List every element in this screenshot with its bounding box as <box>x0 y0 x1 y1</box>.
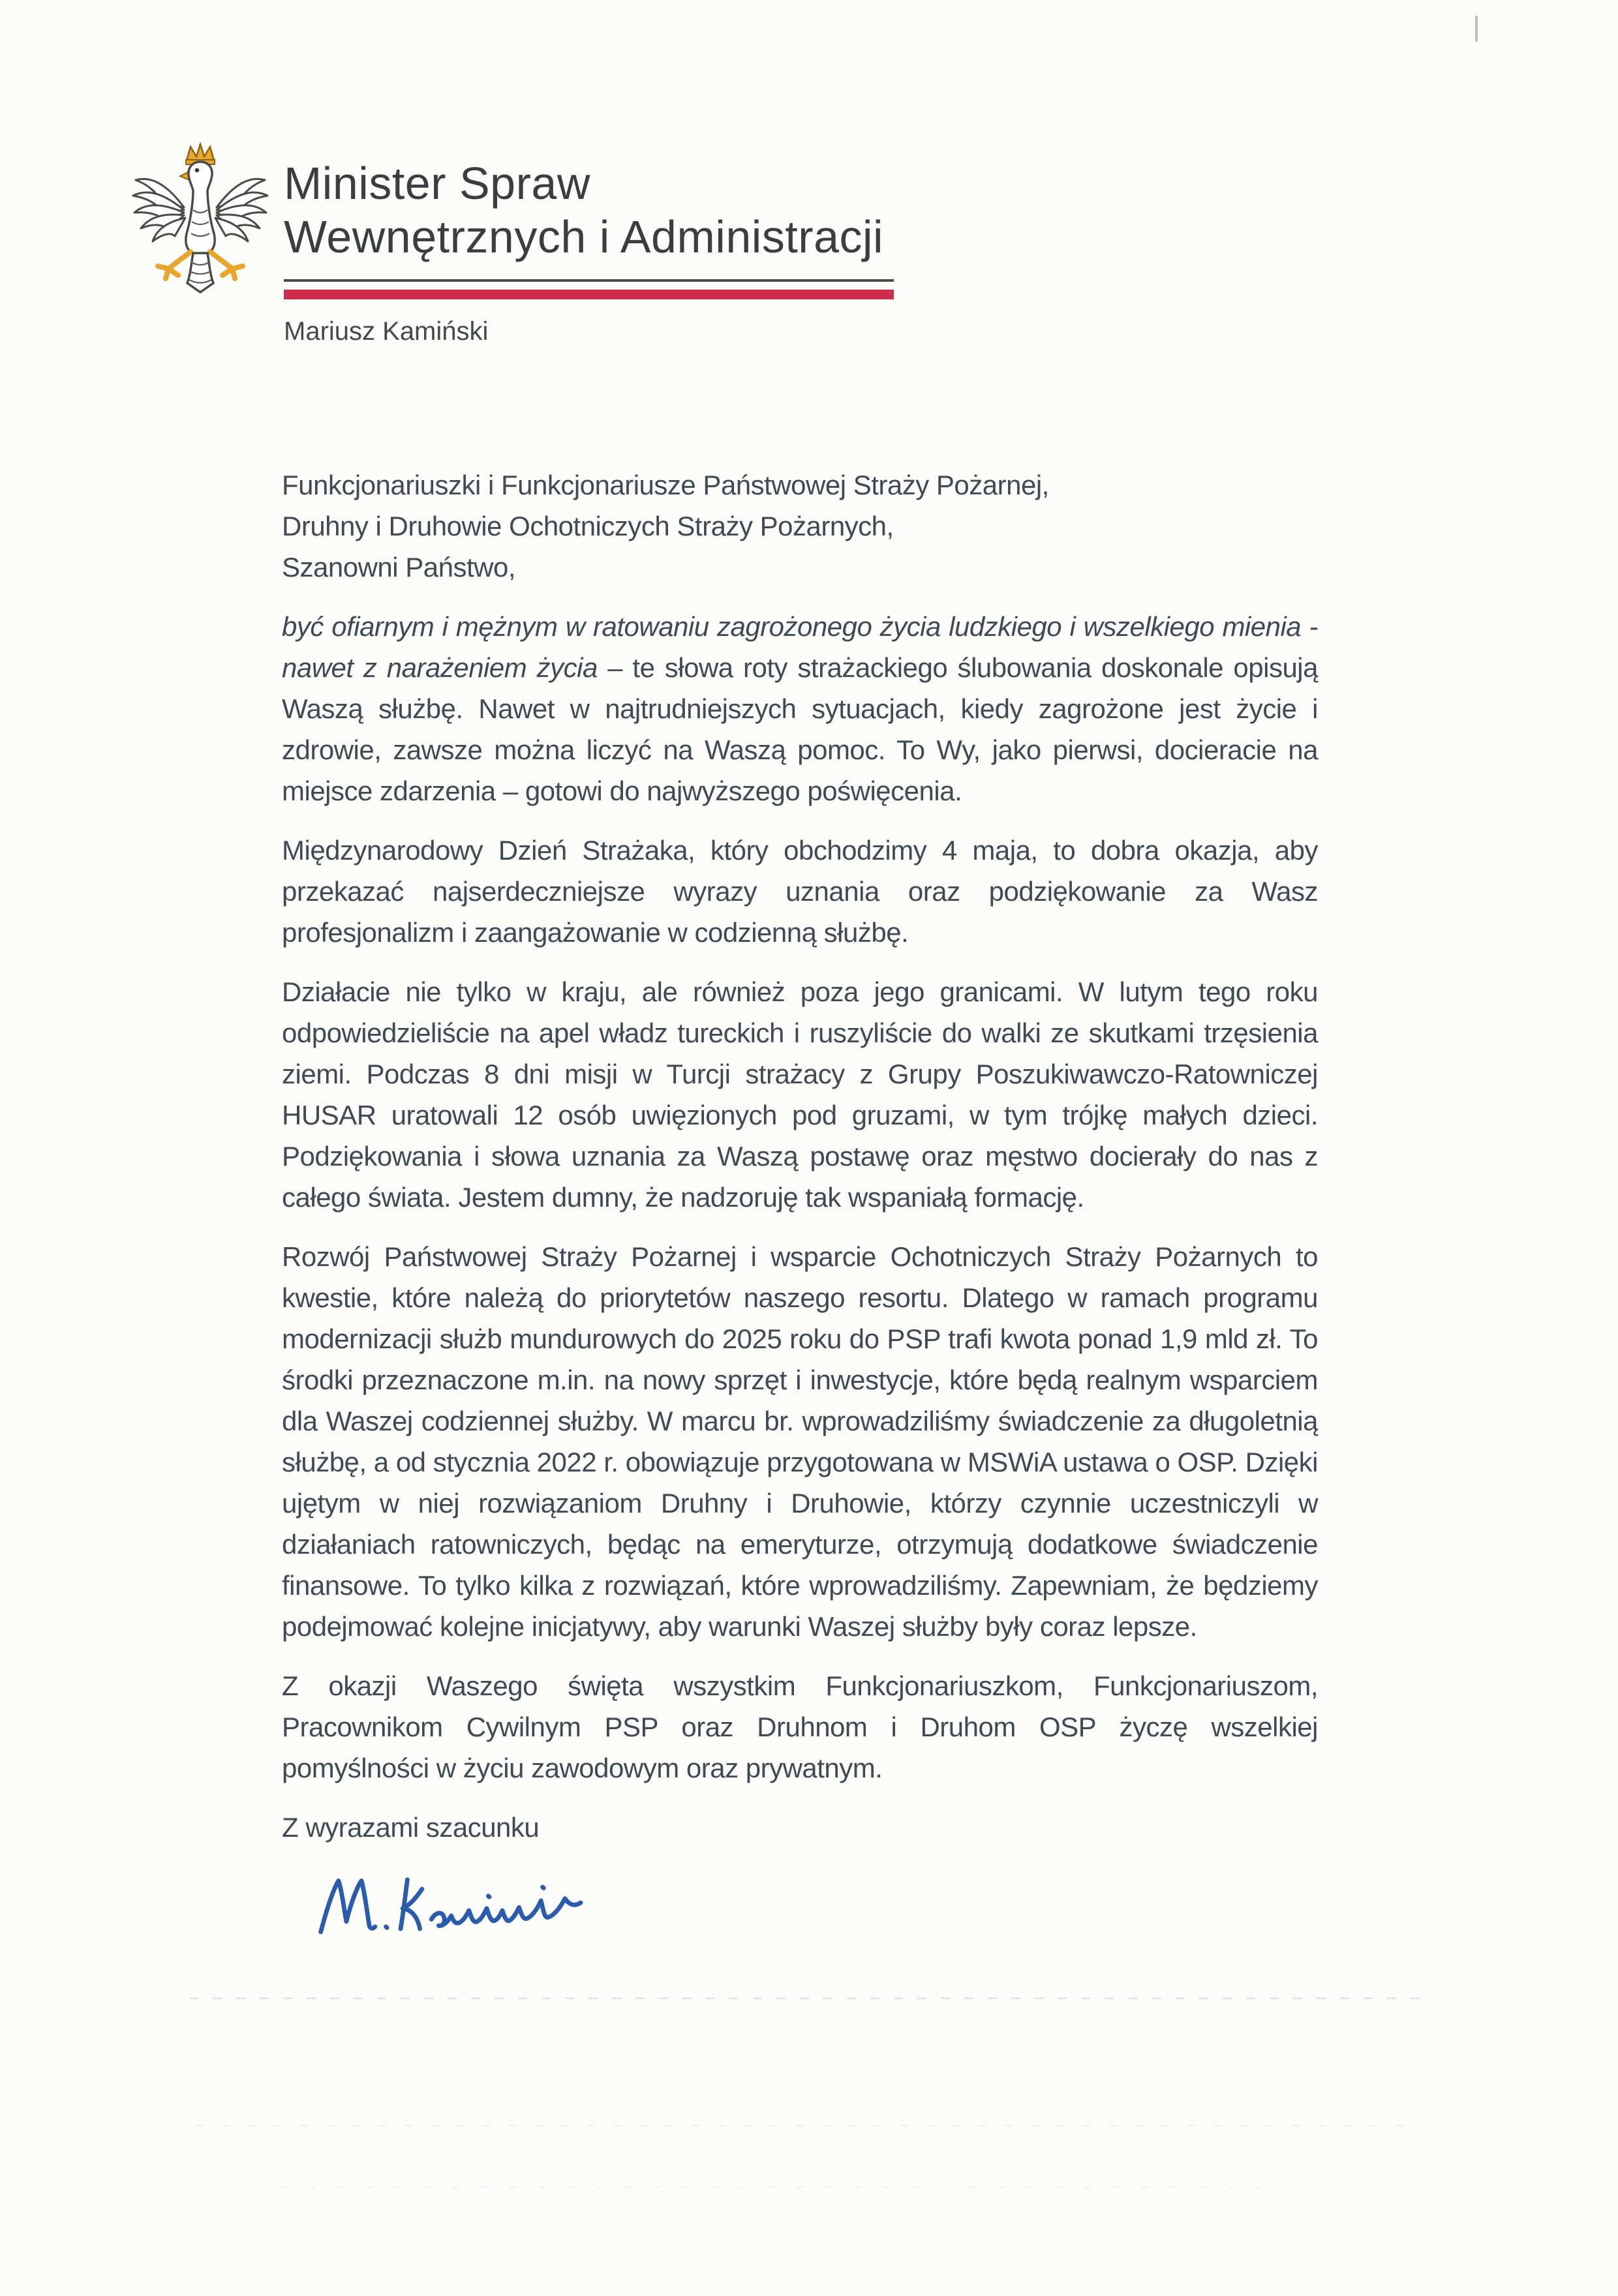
ministry-title-line1: Minister Spraw <box>284 158 590 209</box>
valediction: Z wyrazami szacunku <box>282 1812 540 1843</box>
salutation-line-1: Funkcjonariuszki i Funkcjonariusze Państwowej Straży Pożarnej, <box>282 470 1049 500</box>
eagle-right-wing <box>215 179 267 241</box>
eagle-left-wing <box>133 179 185 241</box>
scan-artifact-streak <box>189 1997 1429 1999</box>
salutation <box>282 464 1318 588</box>
letterhead-text <box>284 157 936 347</box>
paragraph-wishes: Z okazji Waszego święta wszystkim Funkcjonariuszkom, Funkcjonariuszom, Pracownikom Cywilnym PSP oraz Druhnom i Druhom OSP życzę wszelkiej pomyślności w życiu zawodowym oraz prywatnym. <box>282 1670 1318 1783</box>
oath-quote-italic: być ofiarnym i mężnym w ratowaniu zagrożonego życia ludzkiego i wszelkiego mienia - nawet z narażeniem życia <box>282 611 1318 683</box>
minister-name: Mariusz Kamiński <box>284 317 489 346</box>
letter-body <box>282 464 1318 1944</box>
eagle-body <box>186 162 215 256</box>
handwritten-signature <box>286 1866 625 1944</box>
paragraph-oath <box>282 606 1318 811</box>
paragraph-turkey-mission: Działacie nie tylko w kraju, ale również poza jego granicami. W lutym tego roku odpowiedzieliście na apel władz tureckich i ruszyliście do walki ze skutkami trzęsienia ziemi. Podczas 8 dni misji w Turcji strażacy z Grupy Poszukiwawczo-Ratowniczej HUSAR uratowali 12 osób uwięzionych pod gruzami, w tym trójkę małych dzieci. Podziękowania i słowa uznania za Waszą postawę oraz męstwo docierały do nas z całego świata. Jestem dumny, że nadzoruję tak wspaniałą formację. <box>282 976 1318 1213</box>
eagle-crown <box>187 144 214 160</box>
coat-of-arms-eagle-icon <box>128 142 273 305</box>
eagle-eye <box>195 168 199 172</box>
salutation-line-3: Szanowni Państwo, <box>282 552 516 582</box>
oath-paragraph-rest: – te słowa roty strażackiego ślubowania doskonale opisują Waszą służbę. Nawet w najtrudniejszych sytuacjach, kiedy zagrożone jest życie i zdrowie, zawsze można liczyć na Waszą pomoc. To Wy, jako pierwsi, docieracie na miejsce zdarzenia – gotowi do najwyższego poświęcenia. <box>282 652 1318 806</box>
scan-artifact-tick <box>1475 16 1478 42</box>
paragraph-modernization: Rozwój Państwowej Straży Pożarnej i wsparcie Ochotniczych Straży Pożarnych to kwestie, które należą do priorytetów naszego resortu. Dlatego w ramach programu modernizacji służb mundurowych do 2025 roku do PSP trafi kwota ponad 1,9 mld zł. To środki przeznaczone m.in. na nowy sprzęt i inwestycje, które będą realnym wsparciem dla Waszej codziennej służby. W marcu br. wprowadziliśmy świadczenie za długoletnią służbę, a od stycznia 2022 r. obowiązuje przygotowana w MSWiA ustawa o OSP. Dzięki ujętym w niej rozwiązaniom Druhny i Druhowie, którzy czynnie uczestniczyli w działaniach ratowniczych, będąc na emeryturze, otrzymują dodatkowe świadczenie finansowe. To tylko kilka z rozwiązań, które wprowadziliśmy. Zapewniam, że będziemy podejmować kolejne inicjatywy, aby warunki Waszej służby były coraz lepsze. <box>282 1241 1318 1642</box>
scan-artifact-streak <box>281 2186 1259 2188</box>
flag-divider-dark-rule <box>284 279 894 282</box>
ministry-title-line2: Wewnętrznych i Administracji <box>284 211 884 262</box>
paragraph-firefighters-day: Międzynarodowy Dzień Strażaka, który obchodzimy 4 maja, to dobra okazja, aby przekazać najserdeczniejsze wyrazy uznania oraz podziękowanie za Wasz profesjonalizm i zaangażowanie w codzienną służbę. <box>282 835 1318 948</box>
salutation-line-2: Druhny i Druhowie Ochotniczych Straży Pożarnych, <box>282 511 894 541</box>
flag-divider-red-bar <box>284 290 894 299</box>
flag-divider <box>284 279 894 299</box>
scan-artifact-streak <box>196 2125 1409 2126</box>
